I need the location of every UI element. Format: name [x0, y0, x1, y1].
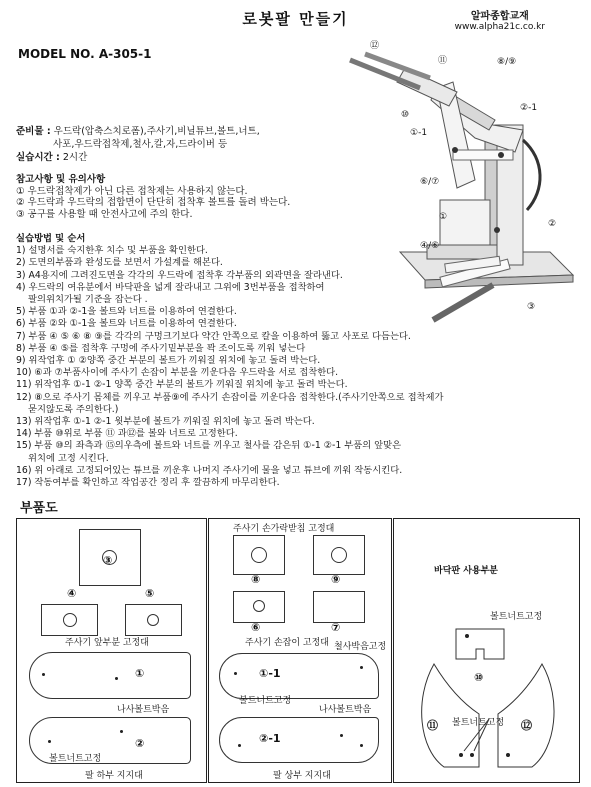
- method-line: 위치에 고정 시킨다.: [28, 452, 109, 464]
- fig-label: ⑥/⑦: [420, 177, 440, 187]
- part-10-label: ⑩: [474, 671, 484, 684]
- bolt-nut-top-caption: 볼트너트고정: [490, 612, 543, 622]
- method-heading: 실습방법 및 순서: [16, 233, 86, 244]
- part-5-label: ⑤: [145, 587, 155, 600]
- front-holder-caption: 주사기 앞부분 고정대: [65, 638, 149, 648]
- bolt-nut-caption-2: 볼트너트고정: [239, 696, 292, 706]
- wire-bolt-caption: 철사박음고정: [334, 642, 387, 652]
- method-line: 8) 부품 ④ ⑤를 접착후 구멍에 주사기밑부분을 꽉 조이도록 끼워 넣는다: [16, 342, 306, 354]
- materials-line2: 사포,우드락접착제,철사,칼,자,드라이버 등: [53, 139, 228, 150]
- part-6: [233, 591, 285, 623]
- bolt-nut-caption: 볼트너트고정: [49, 754, 102, 764]
- parts-heading: 부품도: [20, 501, 58, 516]
- part-3-label: ③: [103, 554, 113, 567]
- base-parts-drawing: [394, 519, 579, 782]
- method-line: 1) 설명서를 숙지한후 치수 및 부품을 확인한다.: [16, 245, 208, 257]
- brand: [455, 7, 545, 32]
- fig-label: ③: [527, 302, 536, 312]
- method-line: 16) 위 아래로 고정되어있는 튜브를 끼운후 나머지 주사기에 물을 넣고 튜브에 끼워 작동시킨다.: [16, 464, 403, 476]
- hole-dot: [360, 666, 363, 669]
- note-item: ③ 공구를 사용할 때 안전사고에 주의 한다.: [16, 208, 193, 220]
- model-number: MODEL NO. A-305-1: [18, 47, 152, 61]
- brand-url: www.alpha21c.co.kr: [454, 22, 545, 32]
- part-8: [233, 535, 285, 575]
- method-line: 2) 도면의부품과 완성도를 보면서 가설계를 해본다.: [16, 257, 223, 269]
- method-line: 17) 작동여부를 확인하고 작업공간 정리 후 깔끔하게 마무리한다.: [16, 477, 280, 489]
- method-line: 9) 위작업후 ① ②양쪽 중간 부분의 볼트가 끼워질 위치에 놓고 돌려 박는다.: [16, 355, 321, 367]
- hole: [331, 547, 347, 563]
- method-line: 팔의위치가될 기준을 잡는다 .: [28, 294, 148, 306]
- part-12-label: ⑫: [521, 719, 532, 732]
- part-4: [41, 604, 98, 636]
- hole: [147, 614, 159, 626]
- hole-dot: [42, 673, 45, 676]
- nut-bolt-caption: 나사볼트박음: [117, 705, 170, 715]
- method-line: 12) ⑧으로 주사기 몸체를 끼우고 부품⑨에 주사기 손잡이를 끼운다음 접착한다.(주사기안쪽으로 접착제가: [16, 391, 444, 403]
- nut-bolt-caption-2: 나사볼트박음: [319, 705, 372, 715]
- note-item: ② 우드락과 우드락의 접합면이 단단히 접착후 볼트를 돌려 박는다.: [16, 197, 291, 208]
- part-7-label: ⑦: [331, 621, 341, 634]
- hole-dot: [360, 744, 363, 747]
- method-line: 3) A4용지에 그려진도면을 각각의 우드락에 접착후 각부품의 외곽면을 잘라낸다.: [16, 269, 343, 281]
- note-item: ① 우드락접착제가 아닌 다른 접착제는 사용하지 않는다.: [16, 185, 248, 197]
- part-1-label: ①: [135, 667, 145, 680]
- part-7: [313, 591, 365, 623]
- fig-label: ②: [548, 219, 557, 229]
- part-6-label: ⑥: [251, 621, 261, 634]
- method-line: 14) 부품 ⑩위로 부품 ⑪ 과⑫를 볼와 너트로 고정한다.: [16, 428, 238, 440]
- method-line: 4) 우드락의 여유분에서 바닥판을 넓게 잘라내고 그위에 3번부품을 접착하여: [16, 281, 325, 293]
- hole: [251, 547, 267, 563]
- time-value: 2시간: [62, 152, 88, 163]
- bolt-nut-bottom-caption: 볼트너트고정: [452, 718, 505, 728]
- method-line: 5) 부품 ①과 ②-1을 볼트와 너트를 이용하여 연결한다.: [16, 306, 237, 318]
- method-line: 묻지않도록 주의한다.): [28, 403, 119, 415]
- method-line: 10) ⑥과 ⑦부품사이에 주사기 손잡이 부분을 끼운다음 우드락을 서로 접착한다.: [16, 367, 339, 379]
- part-11-label: ⑪: [427, 719, 438, 732]
- time-label: 실습시간 :: [16, 152, 60, 163]
- hole-dot: [234, 672, 237, 675]
- method-line: 6) 부품 ②와 ①-1을 볼트와 너트를 이용하여 연결한다.: [16, 318, 237, 330]
- part-4-label: ④: [67, 587, 77, 600]
- hole-dot: [340, 734, 343, 737]
- base-title: 바닥판 사용부분: [434, 566, 498, 576]
- notes-heading: 참고사항 및 유의사항: [16, 174, 106, 185]
- fig-label: ①-1: [410, 128, 428, 138]
- handle-holder-caption: 주사기 손잡이 고정대: [245, 638, 329, 648]
- upper-support-caption: 팔 상부 지지대: [273, 771, 331, 781]
- part-9-label: ⑨: [331, 573, 341, 586]
- part-2-1: [219, 717, 379, 763]
- fig-label: ⑪: [438, 56, 448, 66]
- part-2-label: ②: [135, 737, 145, 750]
- fig-label: ④/⑥: [420, 241, 440, 251]
- part-9: [313, 535, 365, 575]
- brand-name: 알파종합교재: [470, 11, 529, 22]
- fig-label: ⑩: [401, 110, 410, 120]
- method-line: 7) 부품 ④ ⑤ ⑥ ⑧ ⑨를 각각의 구멍크기보다 약간 안쪽으로 칼을 이용하여 뚫고 사포로 다듬는다.: [16, 330, 411, 342]
- fig-label: ⑧/⑨: [497, 57, 517, 67]
- hole-dot: [115, 677, 118, 680]
- notes-section: [16, 174, 376, 220]
- hole-dot: [120, 730, 123, 733]
- hole-dot: [238, 744, 241, 747]
- lower-support-caption: 팔 하부 지지대: [85, 771, 143, 781]
- robot-arm-illustration: [345, 30, 585, 330]
- part-2-1-label: ②-1: [259, 732, 281, 745]
- grip-holder-caption: 주사기 손가락받침 고정대: [233, 524, 335, 534]
- parts-panel-lower: [16, 518, 207, 783]
- method-line: 11) 위작업후 ①-1 ②-1 양쪽 중간 부분의 볼트가 끼워질 위치에 놓고 돌려 박는다.: [16, 379, 348, 391]
- hole: [63, 613, 77, 627]
- hole: [253, 600, 265, 612]
- materials-label: 준비물 :: [16, 126, 51, 137]
- fig-label: ①: [439, 212, 448, 222]
- part-1: [29, 652, 191, 699]
- parts-panel-upper: [208, 518, 392, 783]
- materials-section: [16, 125, 316, 164]
- part-1-1-label: ①-1: [259, 667, 281, 680]
- part-8-label: ⑧: [251, 573, 261, 586]
- hole-dot: [48, 740, 51, 743]
- fig-label: ⑫: [370, 41, 380, 51]
- method-line: 13) 위작업후 ①-1 ②-1 윗부분에 볼트가 끼워질 위치에 놓고 돌려 박는다.: [16, 416, 315, 428]
- part-5: [125, 604, 182, 636]
- method-line: 15) 부품 ⑩의 좌측과 ⑮의우측에 볼트와 너트를 끼우고 철사를 감은뒤 ①-1 ②-1 부품의 앞맞은: [16, 440, 402, 452]
- parts-panel-base: [393, 518, 580, 783]
- materials-line1: 우드락(압축스치로폼),주사기,비닐튜브,볼트,너트,: [53, 126, 260, 137]
- fig-label: ②-1: [520, 103, 538, 113]
- page-title: 로봇팔 만들기: [242, 10, 349, 28]
